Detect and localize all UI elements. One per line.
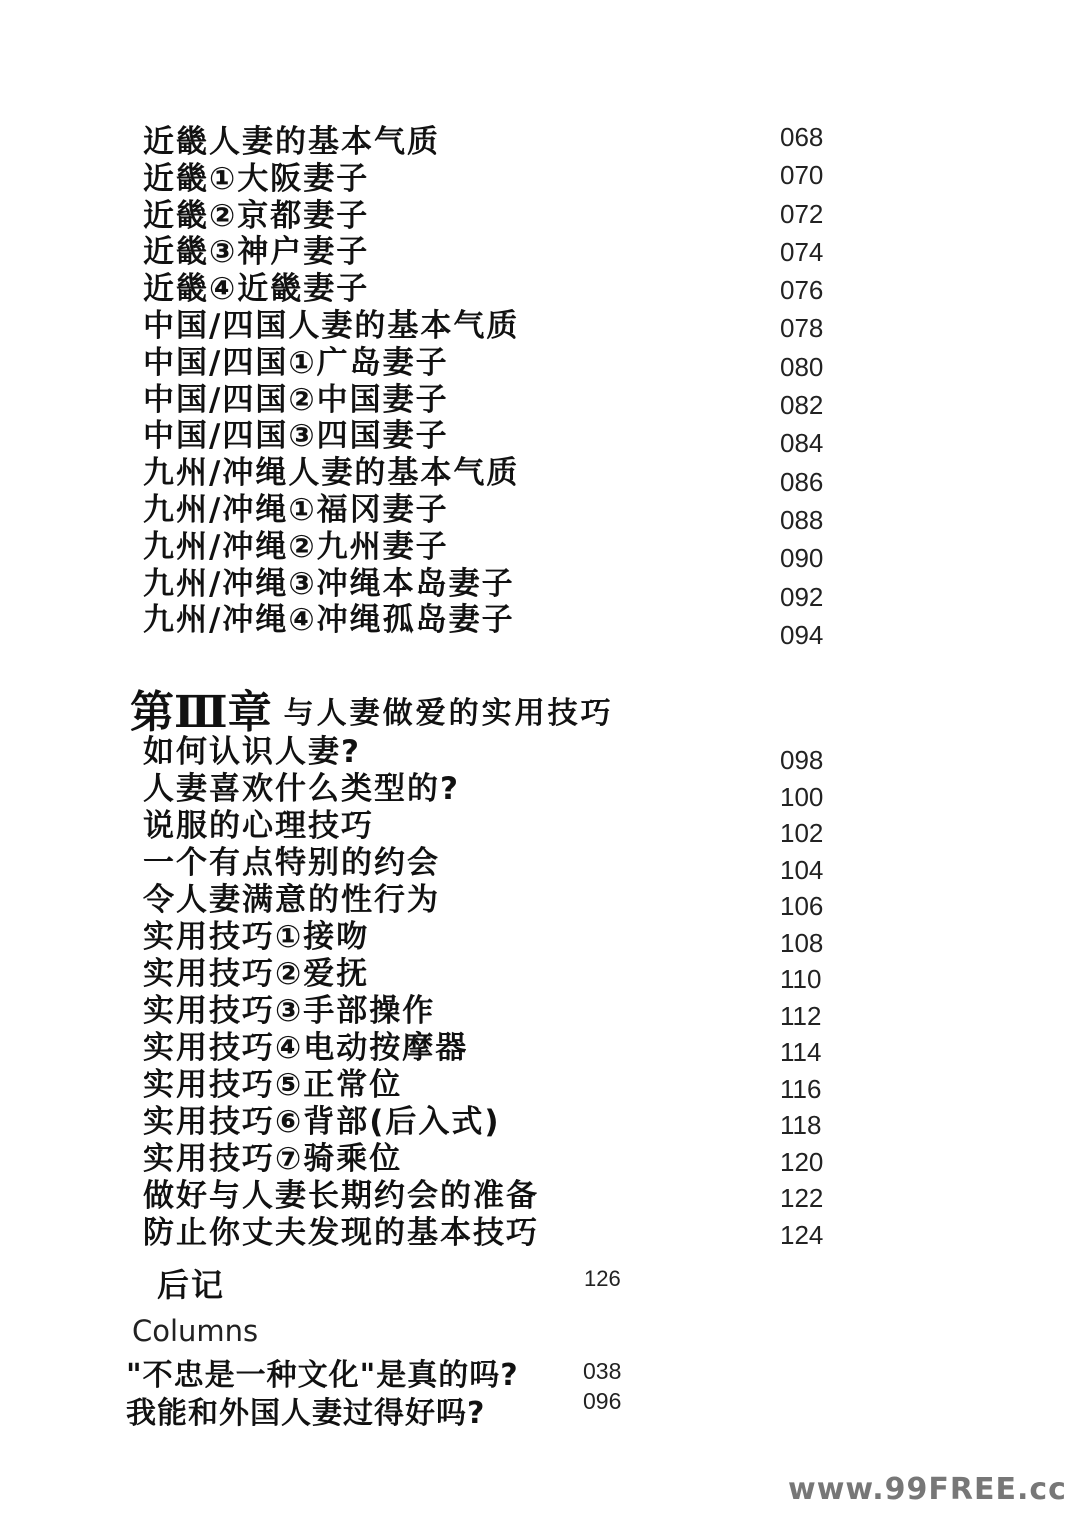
toc-entry-title: 如何认识人妻?: [143, 734, 361, 770]
chapter3-pages: [780, 742, 823, 1253]
toc-entry-title: 九州/冲绳③冲绳本岛妻子: [143, 565, 515, 602]
column-title-2: 我能和外国人妻过得好吗?: [126, 1396, 486, 1431]
toc-entry-title: 实用技巧③手部操作: [143, 993, 436, 1029]
toc-entry-title: 中国/四国①广岛妻子: [143, 344, 449, 381]
toc-entry-page: 092: [780, 581, 824, 612]
toc-entry-page: 118: [780, 1110, 822, 1140]
toc-entry-title: 近畿④近畿妻子: [143, 271, 370, 308]
toc-entry-page: 102: [780, 818, 824, 848]
toc-entry-page: 112: [780, 1000, 822, 1031]
toc-entry-title: 中国/四国人妻的基本气质: [143, 307, 520, 344]
toc-entry-page: 122: [780, 1183, 824, 1213]
toc-entry-page: 072: [780, 198, 824, 229]
chapter3-titles: [143, 734, 539, 1252]
toc-entry-page: 098: [780, 745, 824, 775]
toc-entry-title: 实用技巧①接吻: [143, 919, 370, 955]
toc-entry-page: 076: [780, 275, 824, 306]
toc-entry-page: 078: [780, 313, 824, 344]
toc-entry-title: 九州/冲绳④冲绳孤岛妻子: [143, 602, 515, 639]
toc-entry-title: 九州/冲绳人妻的基本气质: [143, 455, 520, 492]
toc-entry-title: 近畿②京都妻子: [143, 197, 370, 234]
toc-entry-page: 100: [780, 781, 824, 812]
column-page-1: 038: [583, 1358, 622, 1384]
column-title-1: "不忠是一种文化"是真的吗?: [126, 1358, 519, 1393]
chapter-label: 第Ⅲ章: [130, 687, 272, 738]
toc-entry-page: 114: [780, 1037, 822, 1067]
toc-entry-page: 082: [780, 390, 824, 421]
toc-entry-title: 防止你丈夫发现的基本技巧: [143, 1215, 539, 1251]
toc-entry-title: 人妻喜欢什么类型的?: [143, 771, 460, 807]
toc-entry-title: 近畿③神户妻子: [143, 234, 370, 271]
toc-entry-page: 080: [780, 351, 824, 382]
toc-entry-title: 中国/四国③四国妻子: [143, 418, 449, 455]
toc-entry-page: 068: [780, 122, 824, 152]
toc-entry-page: 088: [780, 504, 824, 535]
section1-titles: [143, 124, 519, 639]
toc-entry-page: 106: [780, 891, 824, 921]
toc-entry-title: 实用技巧⑤正常位: [143, 1067, 403, 1103]
watermark: www.99FREE.cc: [788, 1472, 1067, 1507]
toc-entry-page: 104: [780, 854, 824, 885]
toc-entry-title: 实用技巧⑥背部(后入式): [143, 1104, 501, 1140]
chapter-heading: [130, 676, 614, 740]
section1-pages: [780, 118, 823, 654]
toc-entry-page: 070: [780, 160, 824, 191]
toc-entry-title: 近畿①大阪妻子: [143, 160, 370, 197]
toc-entry-title: 中国/四国②中国妻子: [143, 381, 449, 418]
toc-entry-page: 084: [780, 428, 824, 459]
toc-entry-page: 110: [780, 964, 822, 994]
toc-entry-title: 实用技巧②爱抚: [143, 956, 370, 992]
toc-entry-page: 108: [780, 927, 824, 958]
toc-entry-page: 120: [780, 1146, 824, 1177]
toc-entry-title: 一个有点特别的约会: [143, 845, 440, 881]
toc-entry-title: 近畿人妻的基本气质: [143, 124, 440, 160]
toc-entry-title: 做好与人妻长期约会的准备: [143, 1178, 539, 1214]
column-page-2: 096: [583, 1388, 622, 1414]
afterword-page: 126: [584, 1266, 621, 1291]
toc-entry-title: 实用技巧⑦骑乘位: [143, 1141, 403, 1177]
toc-entry-title: 令人妻满意的性行为: [143, 882, 440, 918]
toc-entry-page: 086: [780, 466, 824, 497]
toc-entry-page: 090: [780, 543, 824, 574]
toc-entry-title: 实用技巧④电动按摩器: [143, 1030, 469, 1066]
afterword-title: 后记: [157, 1266, 226, 1304]
toc-entry-page: 116: [780, 1073, 822, 1104]
toc-entry-page: 124: [780, 1219, 824, 1250]
toc-entry-page: 094: [780, 619, 824, 650]
toc-entry-title: 说服的心理技巧: [143, 808, 374, 844]
toc-entry-title: 九州/冲绳①福冈妻子: [143, 491, 449, 528]
chapter-title: 与人妻做爱的实用技巧: [283, 696, 614, 731]
toc-entry-title: 九州/冲绳②九州妻子: [143, 528, 449, 565]
columns-heading: Columns: [132, 1314, 259, 1348]
toc-entry-page: 074: [780, 236, 824, 267]
